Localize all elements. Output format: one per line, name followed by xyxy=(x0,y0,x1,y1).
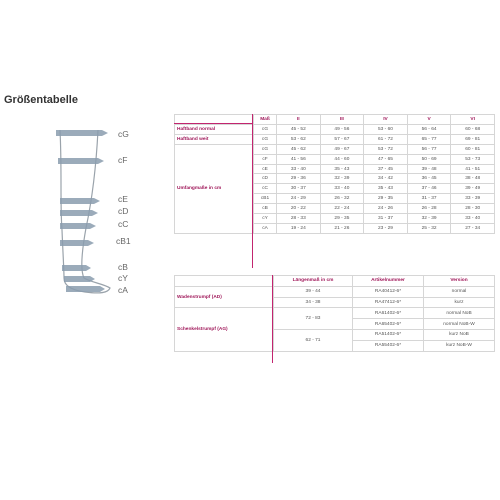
cell-version: kurz NoB xyxy=(424,329,495,340)
accent-divider xyxy=(252,114,253,268)
cell-value: 19 - 24 xyxy=(277,223,321,233)
leg-label-cD: cD xyxy=(118,206,129,216)
cell-mass: cE xyxy=(254,164,277,174)
header-size-vi: VI xyxy=(451,115,495,125)
page-title: Größentabelle xyxy=(4,94,78,106)
cell-mass: cF xyxy=(254,154,277,164)
cell-value: 41 - 51 xyxy=(451,164,495,174)
cell-value: 44 - 60 xyxy=(320,154,364,164)
cell-value: 31 - 37 xyxy=(364,214,408,224)
cell-value: 47 - 65 xyxy=(364,154,408,164)
cell-value: 69 - 81 xyxy=(451,134,495,144)
cell-article: RA40412-6* xyxy=(353,286,424,297)
cell-value: 41 - 56 xyxy=(277,154,321,164)
cell-value: 65 - 77 xyxy=(407,134,451,144)
cell-value: 53 - 60 xyxy=(364,125,408,135)
cell-value: 50 - 69 xyxy=(407,154,451,164)
cell-value: 36 - 45 xyxy=(407,174,451,184)
cell-value: 23 - 29 xyxy=(364,223,408,233)
header-version: Version xyxy=(424,276,495,287)
cell-value: 45 - 52 xyxy=(277,125,321,135)
table-row xyxy=(175,144,495,154)
cell-value: 31 - 37 xyxy=(407,194,451,204)
header-size-v: V xyxy=(407,115,451,125)
cell-value: 26 - 32 xyxy=(320,194,364,204)
cell-length: 72 - 83 xyxy=(274,308,353,330)
cell-version: normal xyxy=(424,286,495,297)
cell-value: 32 - 39 xyxy=(320,174,364,184)
cell-value: 20 - 22 xyxy=(277,204,321,214)
cell-value: 30 - 37 xyxy=(277,184,321,194)
table-row xyxy=(175,125,495,135)
leg-label-cF: cF xyxy=(118,155,128,165)
cell-version: normal NoB xyxy=(424,308,495,319)
row-label-umfangmasse: Umfangmaße in cm xyxy=(175,144,254,233)
accent-divider xyxy=(272,275,273,363)
cell-mass: cB xyxy=(254,204,277,214)
header-size-iv: IV xyxy=(364,115,408,125)
leg-label-cG: cG xyxy=(118,129,129,139)
article-table-header xyxy=(175,276,495,287)
leg-label-cB1: cB1 xyxy=(116,236,131,246)
cell-value: 61 - 72 xyxy=(364,134,408,144)
leg-label-cE: cE xyxy=(118,194,128,204)
accent-line xyxy=(174,123,253,124)
cell-value: 25 - 32 xyxy=(407,223,451,233)
cell-value: 35 - 43 xyxy=(320,164,364,174)
cell-article: RA51402-6* xyxy=(353,329,424,340)
cell-value: 37 - 45 xyxy=(364,164,408,174)
table-row xyxy=(175,308,495,319)
cell-value: 26 - 28 xyxy=(407,204,451,214)
cell-value: 53 - 73 xyxy=(451,154,495,164)
table-row xyxy=(175,286,495,297)
cell-value: 57 - 67 xyxy=(320,134,364,144)
cell-mass: cB1 xyxy=(254,194,277,204)
header-size-ii: II xyxy=(277,115,321,125)
header-length: Längenmaß in cm xyxy=(274,276,353,287)
leg-label-cB: cB xyxy=(118,262,128,272)
cell-value: 35 - 43 xyxy=(364,184,408,194)
article-table xyxy=(174,275,495,352)
leg-illustration xyxy=(0,110,170,300)
cell-value: 49 - 67 xyxy=(320,144,364,154)
leg-label-cY: cY xyxy=(118,273,128,283)
header-mass: Maß xyxy=(254,115,277,125)
cell-value: 27 - 34 xyxy=(451,223,495,233)
cell-article: RA47412-6* xyxy=(353,297,424,308)
measurement-arrows xyxy=(56,130,108,292)
header-size-iii: III xyxy=(320,115,364,125)
cell-article: RA61402-6* xyxy=(353,308,424,319)
leg-diagram xyxy=(0,110,170,300)
cell-value: 34 - 42 xyxy=(364,174,408,184)
cell-mass: cG xyxy=(254,125,277,135)
cell-value: 29 - 36 xyxy=(277,174,321,184)
cell-value: 60 - 68 xyxy=(451,125,495,135)
row-label-schenkelstrumpf: Schenkelstrumpf (AG) xyxy=(175,308,274,351)
cell-value: 60 - 81 xyxy=(451,144,495,154)
cell-value: 24 - 26 xyxy=(364,204,408,214)
cell-value: 33 - 39 xyxy=(451,194,495,204)
size-table xyxy=(174,114,495,234)
cell-mass: cA xyxy=(254,223,277,233)
table-row xyxy=(175,134,495,144)
cell-version: normal NoB-W xyxy=(424,319,495,330)
cell-value: 28 - 33 xyxy=(277,214,321,224)
header-article-number: Artikelnummer xyxy=(353,276,424,287)
cell-length: 34 - 38 xyxy=(274,297,353,308)
cell-value: 29 - 35 xyxy=(364,194,408,204)
cell-value: 39 - 49 xyxy=(451,184,495,194)
cell-mass: cG xyxy=(254,134,277,144)
cell-mass: cG xyxy=(254,144,277,154)
cell-version: kurz xyxy=(424,297,495,308)
cell-value: 32 - 39 xyxy=(407,214,451,224)
cell-mass: cC xyxy=(254,184,277,194)
cell-value: 24 - 29 xyxy=(277,194,321,204)
cell-article: RA65402-6* xyxy=(353,319,424,330)
cell-value: 45 - 62 xyxy=(277,144,321,154)
leg-label-cA: cA xyxy=(118,285,128,295)
cell-value: 33 - 40 xyxy=(451,214,495,224)
cell-value: 29 - 35 xyxy=(320,214,364,224)
cell-mass: cY xyxy=(254,214,277,224)
cell-value: 21 - 26 xyxy=(320,223,364,233)
cell-value: 56 - 77 xyxy=(407,144,451,154)
row-label-wadenstrumpf: Wadenstrumpf (AD) xyxy=(175,286,274,308)
cell-mass: cD xyxy=(254,174,277,184)
cell-value: 38 - 48 xyxy=(451,174,495,184)
cell-value: 37 - 46 xyxy=(407,184,451,194)
cell-length: 62 - 71 xyxy=(274,329,353,351)
row-label: Haftband weit xyxy=(175,134,254,144)
cell-value: 33 - 40 xyxy=(320,184,364,194)
cell-value: 39 - 48 xyxy=(407,164,451,174)
cell-value: 28 - 30 xyxy=(451,204,495,214)
cell-value: 22 - 24 xyxy=(320,204,364,214)
cell-value: 56 - 64 xyxy=(407,125,451,135)
cell-version: kurz NoB-W xyxy=(424,340,495,351)
cell-value: 53 - 62 xyxy=(277,134,321,144)
leg-label-cC: cC xyxy=(118,219,129,229)
cell-value: 33 - 40 xyxy=(277,164,321,174)
cell-length: 39 - 44 xyxy=(274,286,353,297)
cell-value: 49 - 56 xyxy=(320,125,364,135)
cell-article: RA55402-6* xyxy=(353,340,424,351)
header-empty xyxy=(175,276,274,287)
cell-value: 53 - 72 xyxy=(364,144,408,154)
row-label: Haftband normal xyxy=(175,125,254,135)
